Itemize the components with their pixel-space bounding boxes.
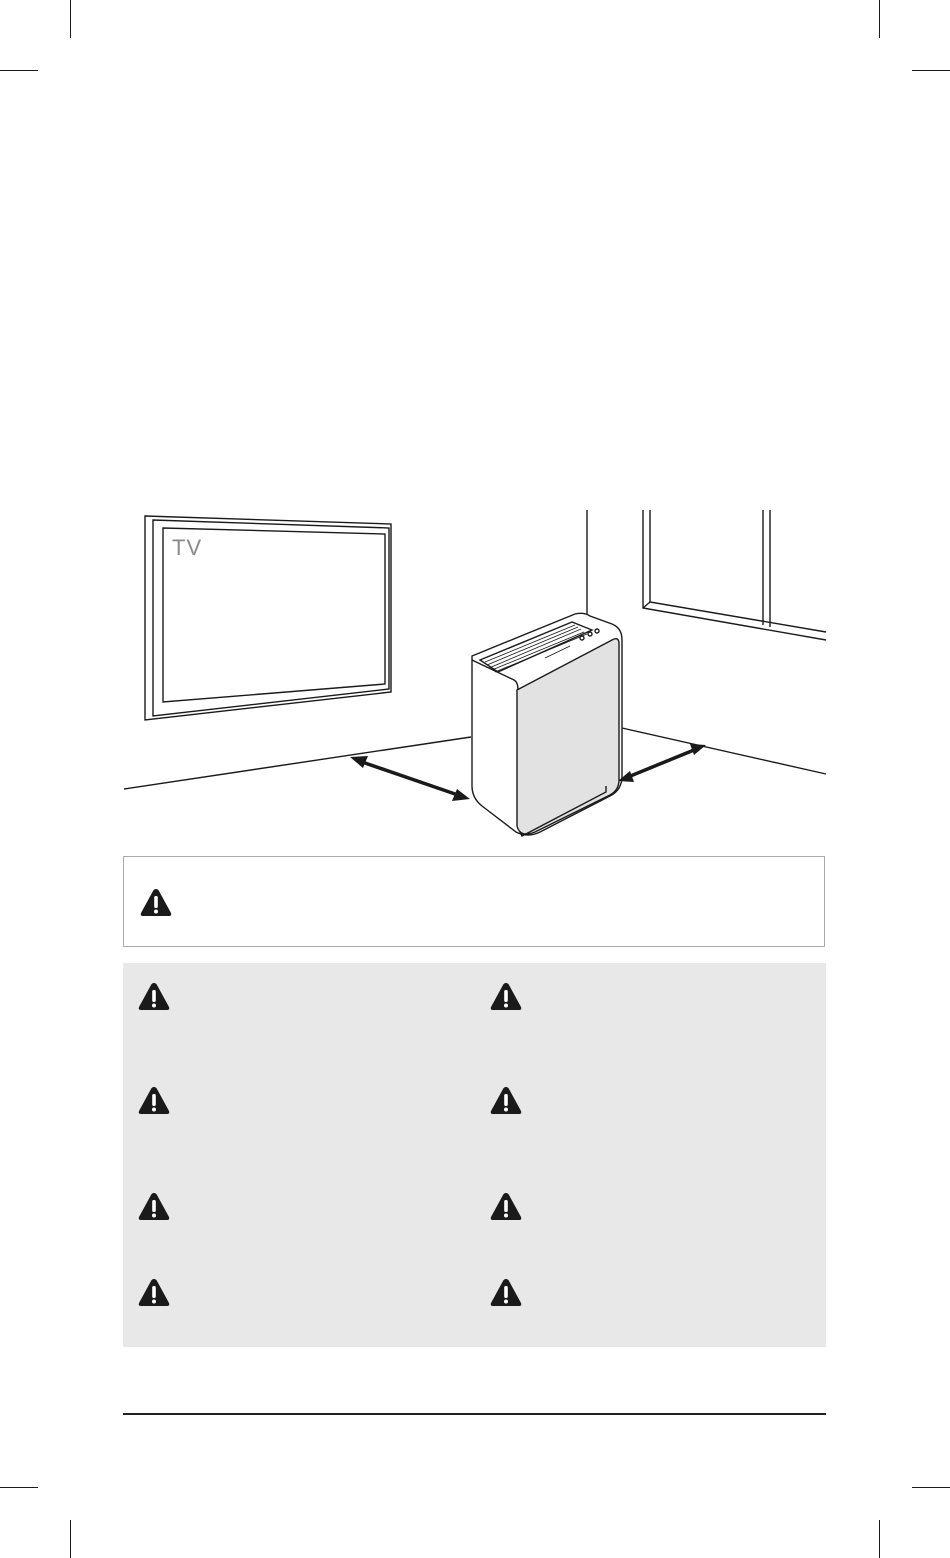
warning-triangle-icon <box>137 1085 171 1116</box>
precaution-item <box>489 1085 809 1145</box>
precaution-item <box>489 981 809 1041</box>
crop-mark-top-right <box>879 0 880 38</box>
warning-triangle-icon <box>137 981 171 1012</box>
caution-box <box>123 856 825 947</box>
precaution-item <box>489 1277 809 1337</box>
warning-triangle-icon <box>139 887 173 918</box>
footer-rule <box>123 1413 826 1415</box>
crop-mark-left-top <box>0 70 38 71</box>
precaution-item <box>137 1277 457 1337</box>
warning-triangle-icon <box>489 1085 523 1116</box>
warning-triangle-icon <box>137 1191 171 1222</box>
precaution-item <box>137 981 457 1041</box>
window-illustration <box>643 510 826 640</box>
placement-illustration <box>118 505 830 845</box>
crop-mark-bottom-right <box>879 1520 880 1558</box>
warning-triangle-icon <box>489 1277 523 1308</box>
warning-triangle-icon <box>489 981 523 1012</box>
crop-mark-right-bottom <box>912 1487 950 1488</box>
clearance-arrow-right <box>618 744 706 782</box>
tv-label: TV <box>172 535 203 560</box>
air-purifier-illustration <box>472 613 622 836</box>
precaution-item <box>137 1191 457 1251</box>
warning-triangle-icon <box>137 1277 171 1308</box>
precaution-item <box>137 1085 457 1145</box>
clearance-arrow-left <box>350 756 470 801</box>
warning-triangle-icon <box>489 1191 523 1222</box>
crop-mark-bottom-left <box>70 1520 71 1558</box>
crop-mark-right-top <box>912 70 950 71</box>
precautions-panel <box>123 963 826 1347</box>
crop-mark-top-left <box>70 0 71 38</box>
precaution-item <box>489 1191 809 1251</box>
crop-mark-left-bottom <box>0 1487 38 1488</box>
